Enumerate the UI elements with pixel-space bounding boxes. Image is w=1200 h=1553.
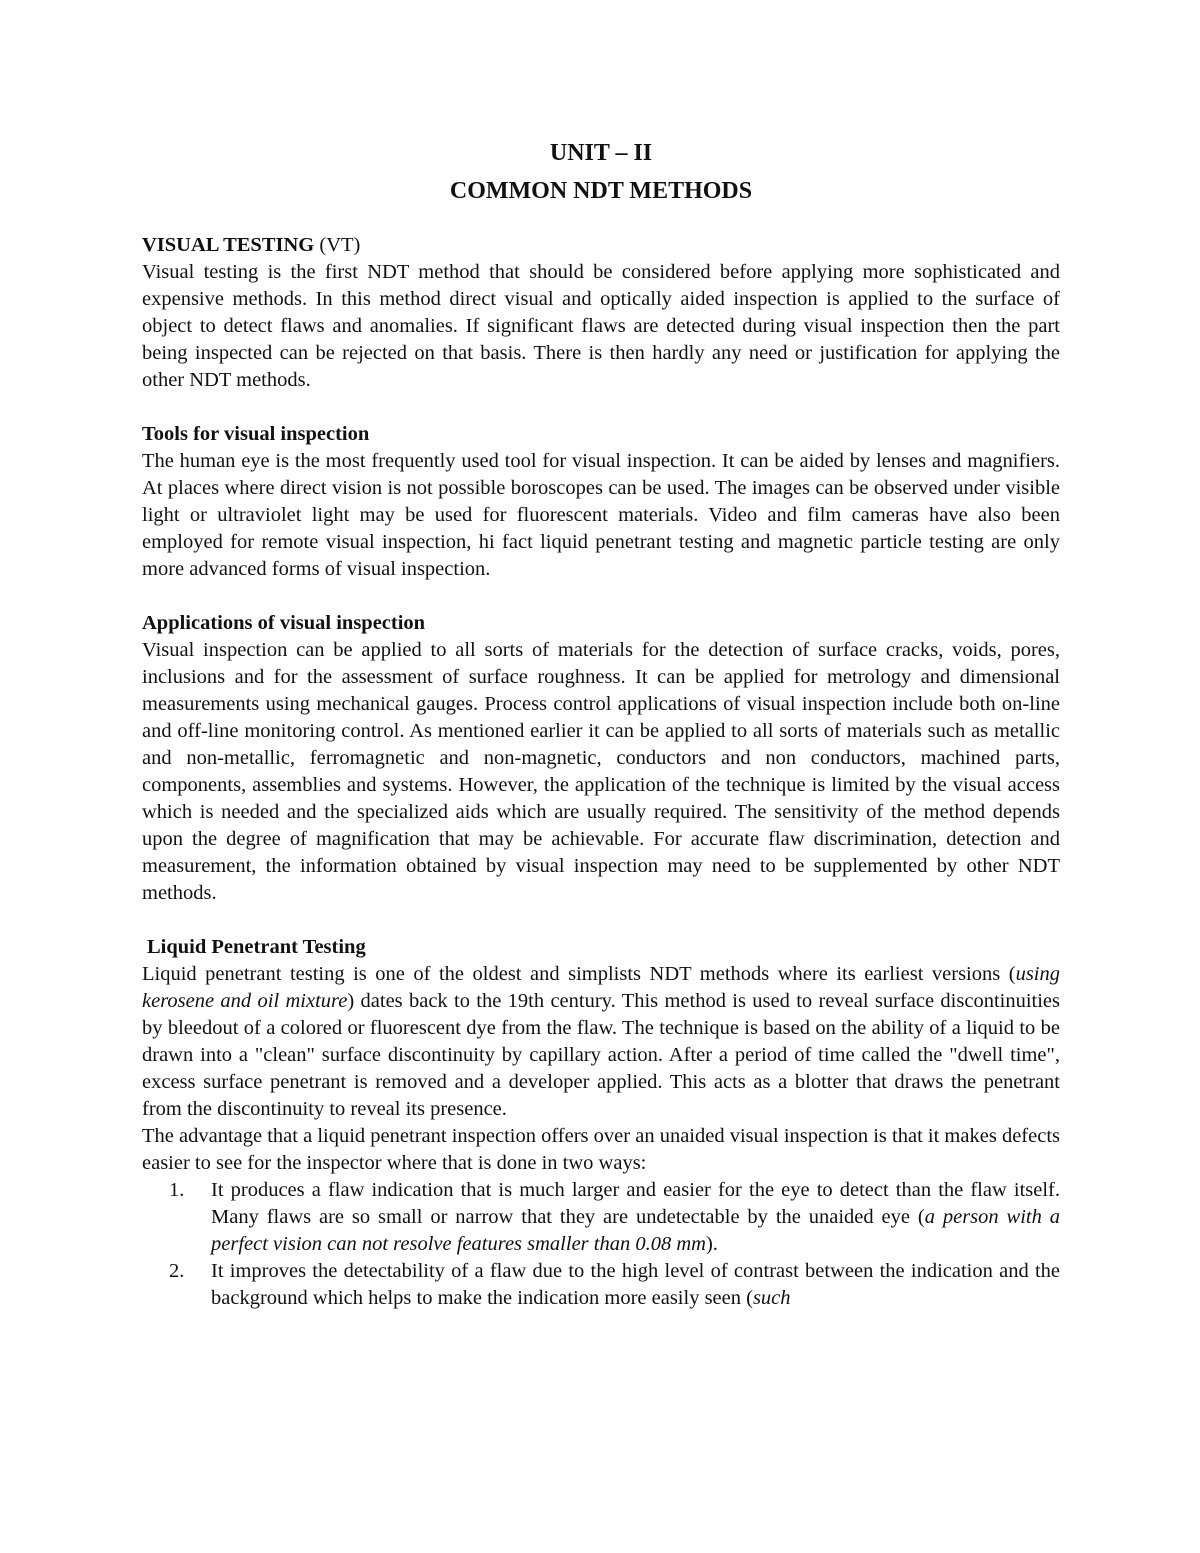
tools-paragraph: The human eye is the most frequently used tool for visual inspection. It can be aided by lenses and magnifiers. At places where direct vision is not possible boroscopes can be used. The images can be observed under visible light or ultraviolet light may be used for fluorescent materials. Video and film cameras have also been employed for remote visual inspection, hi fact liquid penetrant testing and magnetic particle testing are only more advanced forms of visual inspection. (142, 450, 1060, 580)
list-item-number: 1. (169, 1179, 185, 1201)
list-item-text-after: ). (705, 1233, 718, 1255)
list-item-number: 2. (169, 1260, 185, 1282)
visual-testing-heading-bold: VISUAL TESTING (142, 234, 315, 256)
list-item-text-before: It improves the detectability of a flaw due to the high level of contrast between the indication and the background which helps to make the indication more easily seen ( (211, 1260, 1060, 1309)
unit-title: UNIT – II (549, 140, 653, 166)
spacer (142, 206, 1060, 232)
list-item (142, 1258, 1060, 1312)
applications-paragraph: Visual inspection can be applied to all sorts of materials for the detection of surface cracks, voids, pores, inclusions and for the assessment of surface roughness. It can be applied for metrology and dimensional measurements using mechanical gauges. Process control applications of visual inspection include both on-line and off-line monitoring control. As mentioned earlier it can be applied to all sorts of materials such as metallic and non-metallic, ferromagnetic and non-magnetic, conductors and non conductors, machined parts, components, assemblies and systems. However, the application of the technique is limited by the visual access which is needed and the specialized aids which are usually required. The sensitivity of the method depends upon the degree of magnification that may be achievable. For accurate flaw discrimination, detection and measurement, the information obtained by visual inspection may need to be supplemented by other NDT methods. (142, 639, 1060, 904)
lp-p1-italic: using kerosene and oil mixture (142, 963, 1060, 1012)
visual-testing-heading-suffix: (VT) (314, 234, 361, 256)
list-item-text-italic: a person with a perfect vision can not resolve features smaller than 0.08 mm (211, 1206, 1060, 1255)
applications-heading: Applications of visual inspection (142, 612, 426, 634)
document-page (142, 132, 1060, 1312)
spacer (142, 394, 1060, 421)
tools-section (142, 421, 1060, 583)
visual-testing-paragraph: Visual testing is the first NDT method that should be considered before applying more sophisticated and expensive methods. In this method direct visual and optically aided inspection is applied to the surface of object to detect flaws and anomalies. If significant flaws are detected during visual inspection then the part being inspected can be rejected on that basis. There is then hardly any need or justification for applying the other NDT methods. (142, 261, 1060, 391)
liquid-penetrant-heading: Liquid Penetrant Testing (147, 936, 366, 958)
lp-p1-before: Liquid penetrant testing is one of the oldest and simplists NDT methods where its earliest versions ( (142, 963, 1016, 985)
advantages-list (142, 1177, 1060, 1312)
liquid-penetrant-paragraph-1 (142, 961, 1060, 1123)
list-item (142, 1177, 1060, 1258)
list-item-text-before: It produces a flaw indication that is much larger and easier for the eye to detect than the flaw itself. Many flaws are so small or narrow that they are undetectable by the unaided eye ( (211, 1179, 1060, 1228)
visual-testing-section (142, 232, 1060, 394)
liquid-penetrant-section (142, 934, 1060, 1312)
spacer (142, 907, 1060, 934)
visual-testing-heading (142, 232, 1060, 259)
list-item-text-italic: such (752, 1287, 791, 1309)
liquid-penetrant-paragraph-2: The advantage that a liquid penetrant inspection offers over an unaided visual inspection is that it makes defects easier to see for the inspector where that is done in two ways: (142, 1125, 1060, 1174)
lp-p1-after: ) dates back to the 19th century. This method is used to reveal surface discontinuities by bleedout of a colored or fluorescent dye from the flaw. The technique is based on the ability of a liquid to be drawn into a "clean" surface discontinuity by capillary action. After a period of time called the "dwell time", excess surface penetrant is removed and a developer applied. This acts as a blotter that draws the penetrant from the discontinuity to reveal its presence. (142, 990, 1060, 1120)
applications-section (142, 610, 1060, 907)
page-title: COMMON NDT METHODS (449, 178, 753, 204)
spacer (142, 583, 1060, 610)
tools-heading: Tools for visual inspection (142, 423, 370, 445)
